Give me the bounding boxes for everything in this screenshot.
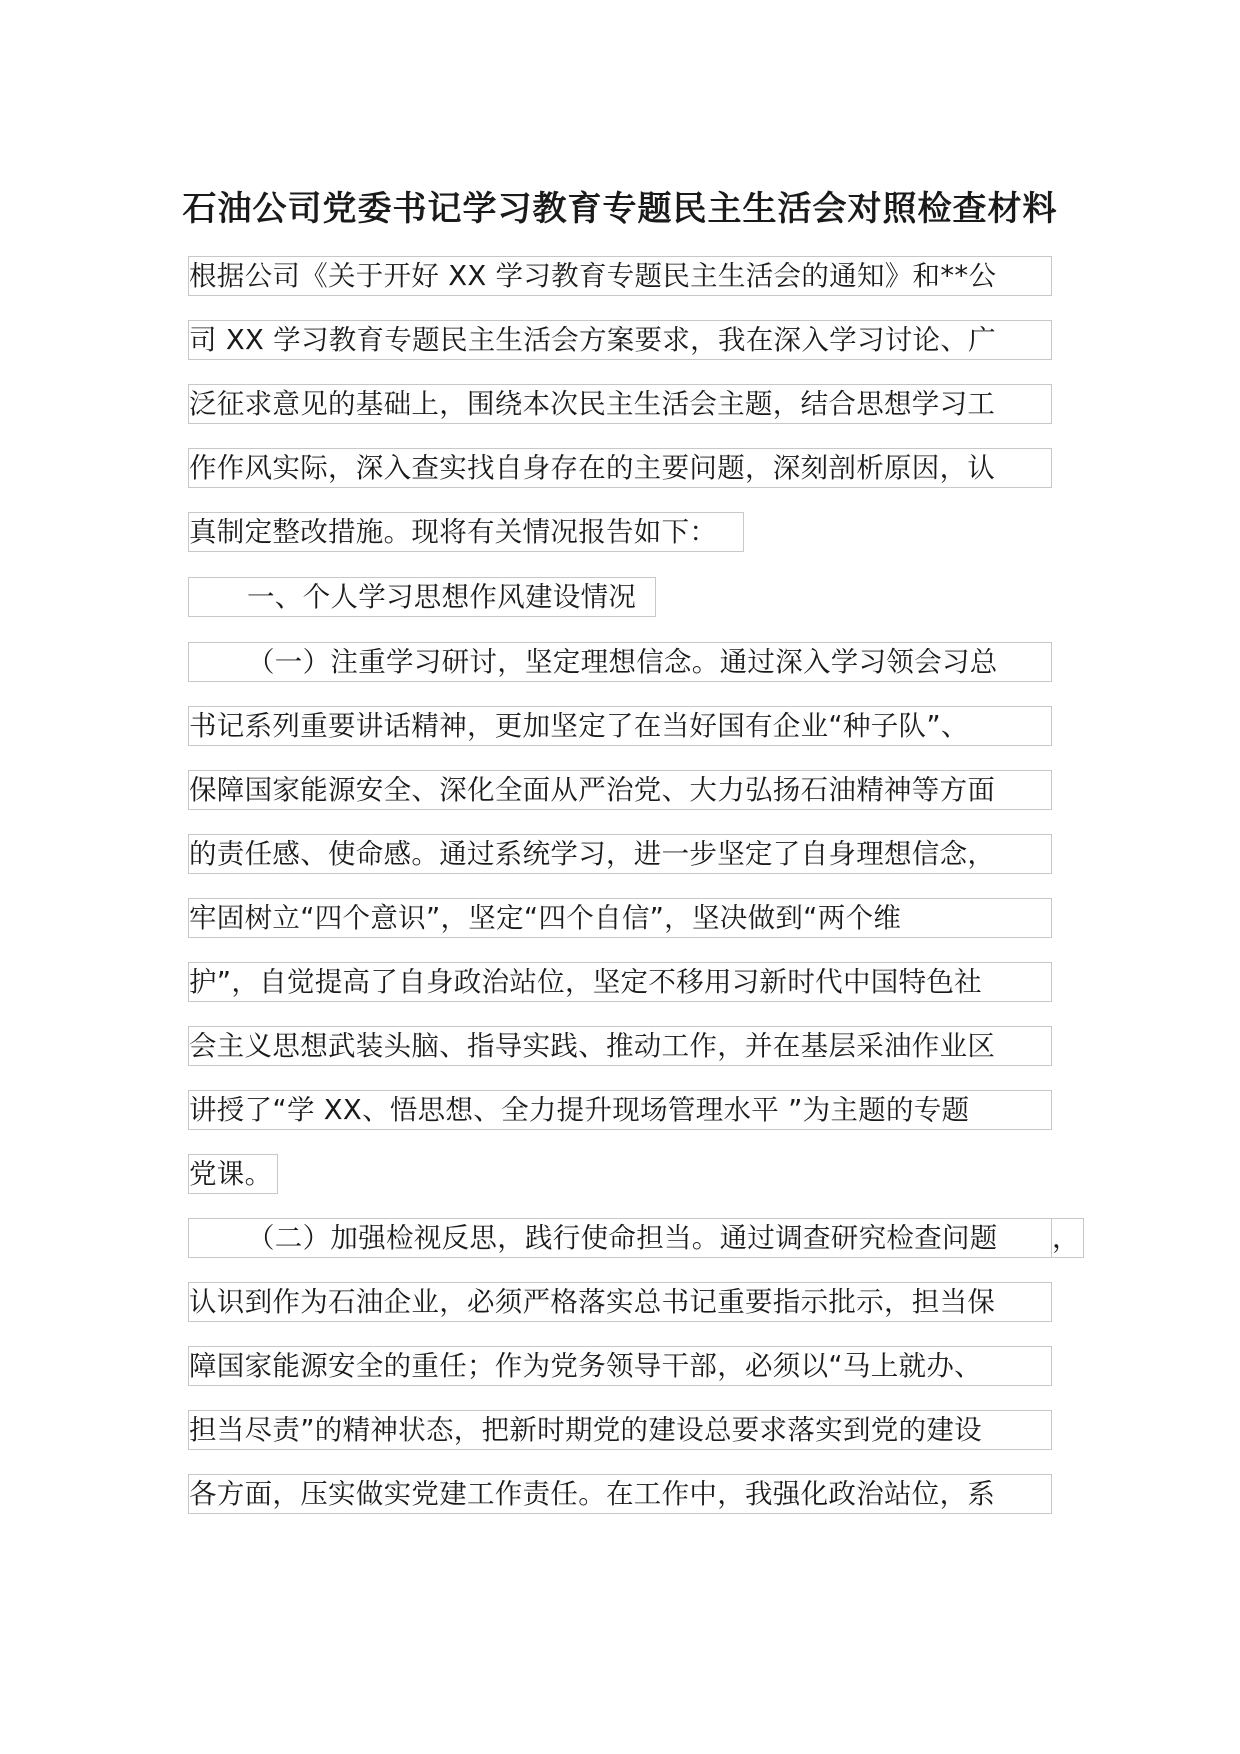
paragraph-line: 党课。: [188, 1154, 278, 1194]
paragraph-line: 作作风实际，深入查实找自身存在的主要问题，深刻剖析原因，认: [188, 448, 1052, 488]
paragraph-line: 认识到作为石油企业，必须严格落实总书记重要指示批示，担当保: [188, 1282, 1052, 1322]
paragraph-line: （一）注重学习研讨，坚定理想信念。通过深入学习领会习总: [188, 642, 1052, 682]
paragraph-line: 根据公司《关于开好 XX 学习教育专题民主生活会的通知》和**公: [188, 256, 1052, 296]
page-title: 石油公司党委书记学习教育专题民主生活会对照检查材料: [182, 189, 1058, 229]
paragraph-line: 障国家能源安全的重任；作为党务领导干部，必须以“马上就办、: [188, 1346, 1052, 1386]
paragraph-line: 讲授了“学 XX、悟思想、全力提升现场管理水平 ”为主题的专题: [188, 1090, 1052, 1130]
paragraph-line: 牢固树立“四个意识”，坚定“四个自信”，坚决做到“两个维: [188, 898, 1052, 938]
paragraph-line: （二）加强检视反思，践行使命担当。通过调查研究检查问题: [188, 1218, 1052, 1258]
section-heading: 一、个人学习思想作风建设情况: [188, 577, 656, 617]
paragraph-line: 司 XX 学习教育专题民主生活会方案要求，我在深入学习讨论、广: [188, 320, 1052, 360]
paragraph-line: 会主义思想武装头脑、指导实践、推动工作，并在基层采油作业区: [188, 1026, 1052, 1066]
paragraph-line: 泛征求意见的基础上，围绕本次民主生活会主题，结合思想学习工: [188, 384, 1052, 424]
paragraph-line: 书记系列重要讲话精神，更加坚定了在当好国有企业“种子队”、: [188, 706, 1052, 746]
paragraph-line: 的责任感、使命感。通过系统学习，进一步坚定了自身理想信念，: [188, 834, 1052, 874]
paragraph-line: 真制定整改措施。现将有关情况报告如下：: [188, 512, 744, 552]
paragraph-line: 各方面，压实做实党建工作责任。在工作中，我强化政治站位，系: [188, 1474, 1052, 1514]
paragraph-line: 担当尽责”的精神状态，把新时期党的建设总要求落实到党的建设: [188, 1410, 1052, 1450]
paragraph-line-trailing-comma: ，: [1052, 1218, 1084, 1258]
paragraph-line: 护”，自觉提高了自身政治站位，坚定不移用习新时代中国特色社: [188, 962, 1052, 1002]
paragraph-line: 保障国家能源安全、深化全面从严治党、大力弘扬石油精神等方面: [188, 770, 1052, 810]
